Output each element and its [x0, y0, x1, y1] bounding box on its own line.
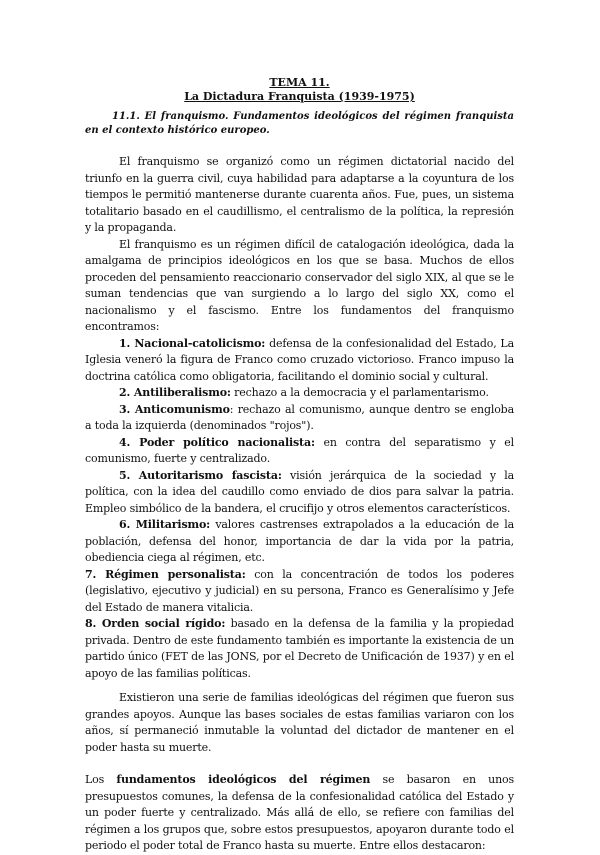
fundamento-label: 6. Militarismo:	[119, 518, 211, 531]
page-title: La Dictadura Franquista (1939-1975)	[184, 90, 415, 103]
fundamento-item	[85, 616, 514, 682]
tema-heading: TEMA 11.	[269, 76, 330, 89]
fundamento-item	[85, 517, 514, 567]
section-subtitle: 11.1. El franquismo. Fundamentos ideológicos del régimen franquista en el contexto histórico europeo.	[85, 111, 514, 136]
fundamento-label: 5. Autoritarismo fascista:	[119, 468, 282, 482]
paragraph-ideology: El franquismo es un régimen difícil de catalogación ideológica, dada la amalgama de principios ideológicos en los que se basa. Muchos de ellos proceden del pensamiento reaccionario conservador del siglo XIX, al que se le suman tendencias que van surgiendo a lo largo del siglo XX, como el nacionalismo y el fascismo. Entre los fundamentos del franquismo encontramos:	[85, 237, 514, 333]
fundamento-item	[85, 402, 514, 435]
fundamento-text: con la concentración de todos los poderes (legislativo, ejecutivo y judicial) en su persona, Franco es Generalísimo y Jefe del Estado de manera vitalicia.	[85, 567, 515, 614]
document-body	[85, 76, 514, 855]
paragraph-bold: fundamentos ideológicos del régimen	[116, 773, 371, 786]
fundamento-item	[85, 567, 514, 617]
fundamento-text: en contra del separatismo y el comunismo, fuerte y centralizado.	[85, 435, 514, 465]
fundamento-text: visión jerárquica de la sociedad y la política, con la idea del caudillo como enviado de dios para salvar la patria. Empleo simbólico de la bandera, el crucifijo y otros elementos característicos.	[85, 468, 514, 515]
fundamento-label: 1. Nacional-catolicismo:	[119, 336, 266, 350]
fundamento-label: 4. Poder político nacionalista:	[119, 435, 315, 449]
fundamento-label: 7. Régimen personalista:	[85, 567, 246, 581]
fundamento-text: valores castrenses extrapolados a la educación de la población, defensa del honor, importancia de dar la vida por la patria, obediencia ciega al régimen, etc.	[85, 518, 514, 564]
fundamento-item	[85, 435, 514, 468]
paragraph-rest: se basaron en unos presupuestos comunes, la defensa de la confesionalidad católica del Estado y un poder fuerte y centralizado. Más allá de ello, se refiere con familias del régimen a los grupos que, sobre estos presupuestos, apoyaron durante todo el periodo el poder total de Franco hasta su muerte. Entre ellos destacaron:	[85, 773, 514, 852]
fundamento-item	[85, 468, 514, 518]
fundamento-text: rechazo a la democracia y el parlamentarismo.	[230, 386, 489, 399]
paragraph-familias: Existieron una serie de familias ideológicas del régimen que fueron sus grandes apoyos. Aunque las bases sociales de estas familias variaron con los años, sí permaneció inmutable la voluntad del dictador de mantener en el poder hasta su muerte.	[85, 691, 514, 754]
fundamento-item	[85, 385, 514, 402]
fundamento-text: basado en la defensa de la familia y la propiedad privada. Dentro de este fundamento también es importante la existencia de un partido único (FET de las JONS, por el Decreto de Unificación de 1937) y en el apoyo de las familias políticas.	[85, 617, 515, 680]
fundamento-label: 3. Anticomunismo	[119, 402, 230, 416]
paragraph-intro: El franquismo se organizó como un régimen dictatorial nacido del triunfo en la guerra civil, cuya habilidad para adaptarse a la coyuntura de los tiempos le permitió mantenerse durante cuarenta años. Fue, pues, un sistema totalitario basado en el caudillismo, el centralismo de la política, la represión y la propaganda.	[85, 155, 514, 234]
fundamento-text: defensa de la confesionalidad del Estado, La Iglesia veneró la figura de Franco como cruzado victorioso. Franco impuso la doctrina católica como obligatoria, facilitando el dominio social y cultural.	[85, 336, 514, 383]
fundamento-label: 2. Antiliberalismo:	[119, 386, 231, 399]
fundamento-text: : rechazo al comunismo, aunque dentro se engloba a toda la izquierda (denominados "rojos").	[85, 402, 514, 432]
paragraph-lead: Los	[85, 773, 117, 786]
fundamento-label: 8. Orden social rígido:	[85, 617, 226, 630]
paragraph-fundamentos	[85, 772, 514, 855]
fundamento-item	[85, 336, 514, 386]
